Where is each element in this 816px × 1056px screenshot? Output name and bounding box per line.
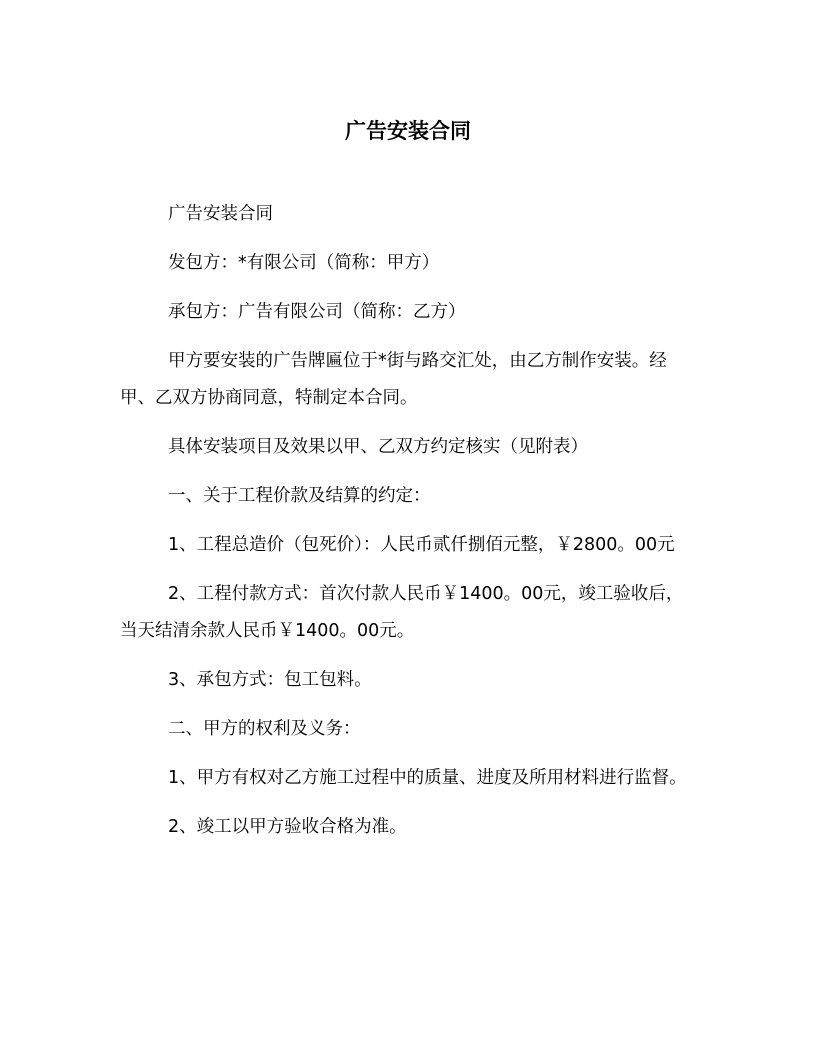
clause-total-price: 1、工程总造价（包死价）：人民币贰仟捌佰元整，￥2800。00元 [168,535,675,555]
paragraph-intro: 甲方要安装的广告牌匾位于*街与路交汇处，由乙方制作安装。经甲、乙双方协商同意，特制定本合同。 [120,351,667,408]
paragraph-heading: 广告安装合同 [168,204,273,224]
document-body [120,196,688,858]
clause-supervision: 1、甲方有权对乙方施工过程中的质量、进度及所用材料进行监督。 [168,768,687,788]
document-title: 广告安装合同 [345,119,471,143]
section-heading-party-a-rights: 二、甲方的权利及义务： [168,719,361,739]
clause-acceptance: 2、竣工以甲方验收合格为准。 [168,817,407,837]
clause-payment-method: 2、工程付款方式：首次付款人民币￥1400。00元，竣工验收后，当天结清余款人民币￥1400。00元。 [120,584,684,641]
paragraph-party-a: 发包方：*有限公司（简称：甲方） [168,253,440,273]
paragraph-project-scope: 具体安装项目及效果以甲、乙双方约定核实（见附表） [168,437,588,457]
paragraph-party-b: 承包方：广告有限公司（简称：乙方） [168,302,466,322]
section-heading-price: 一、关于工程价款及结算的约定： [168,486,431,506]
clause-contract-method: 3、承包方式：包工包料。 [168,670,372,690]
